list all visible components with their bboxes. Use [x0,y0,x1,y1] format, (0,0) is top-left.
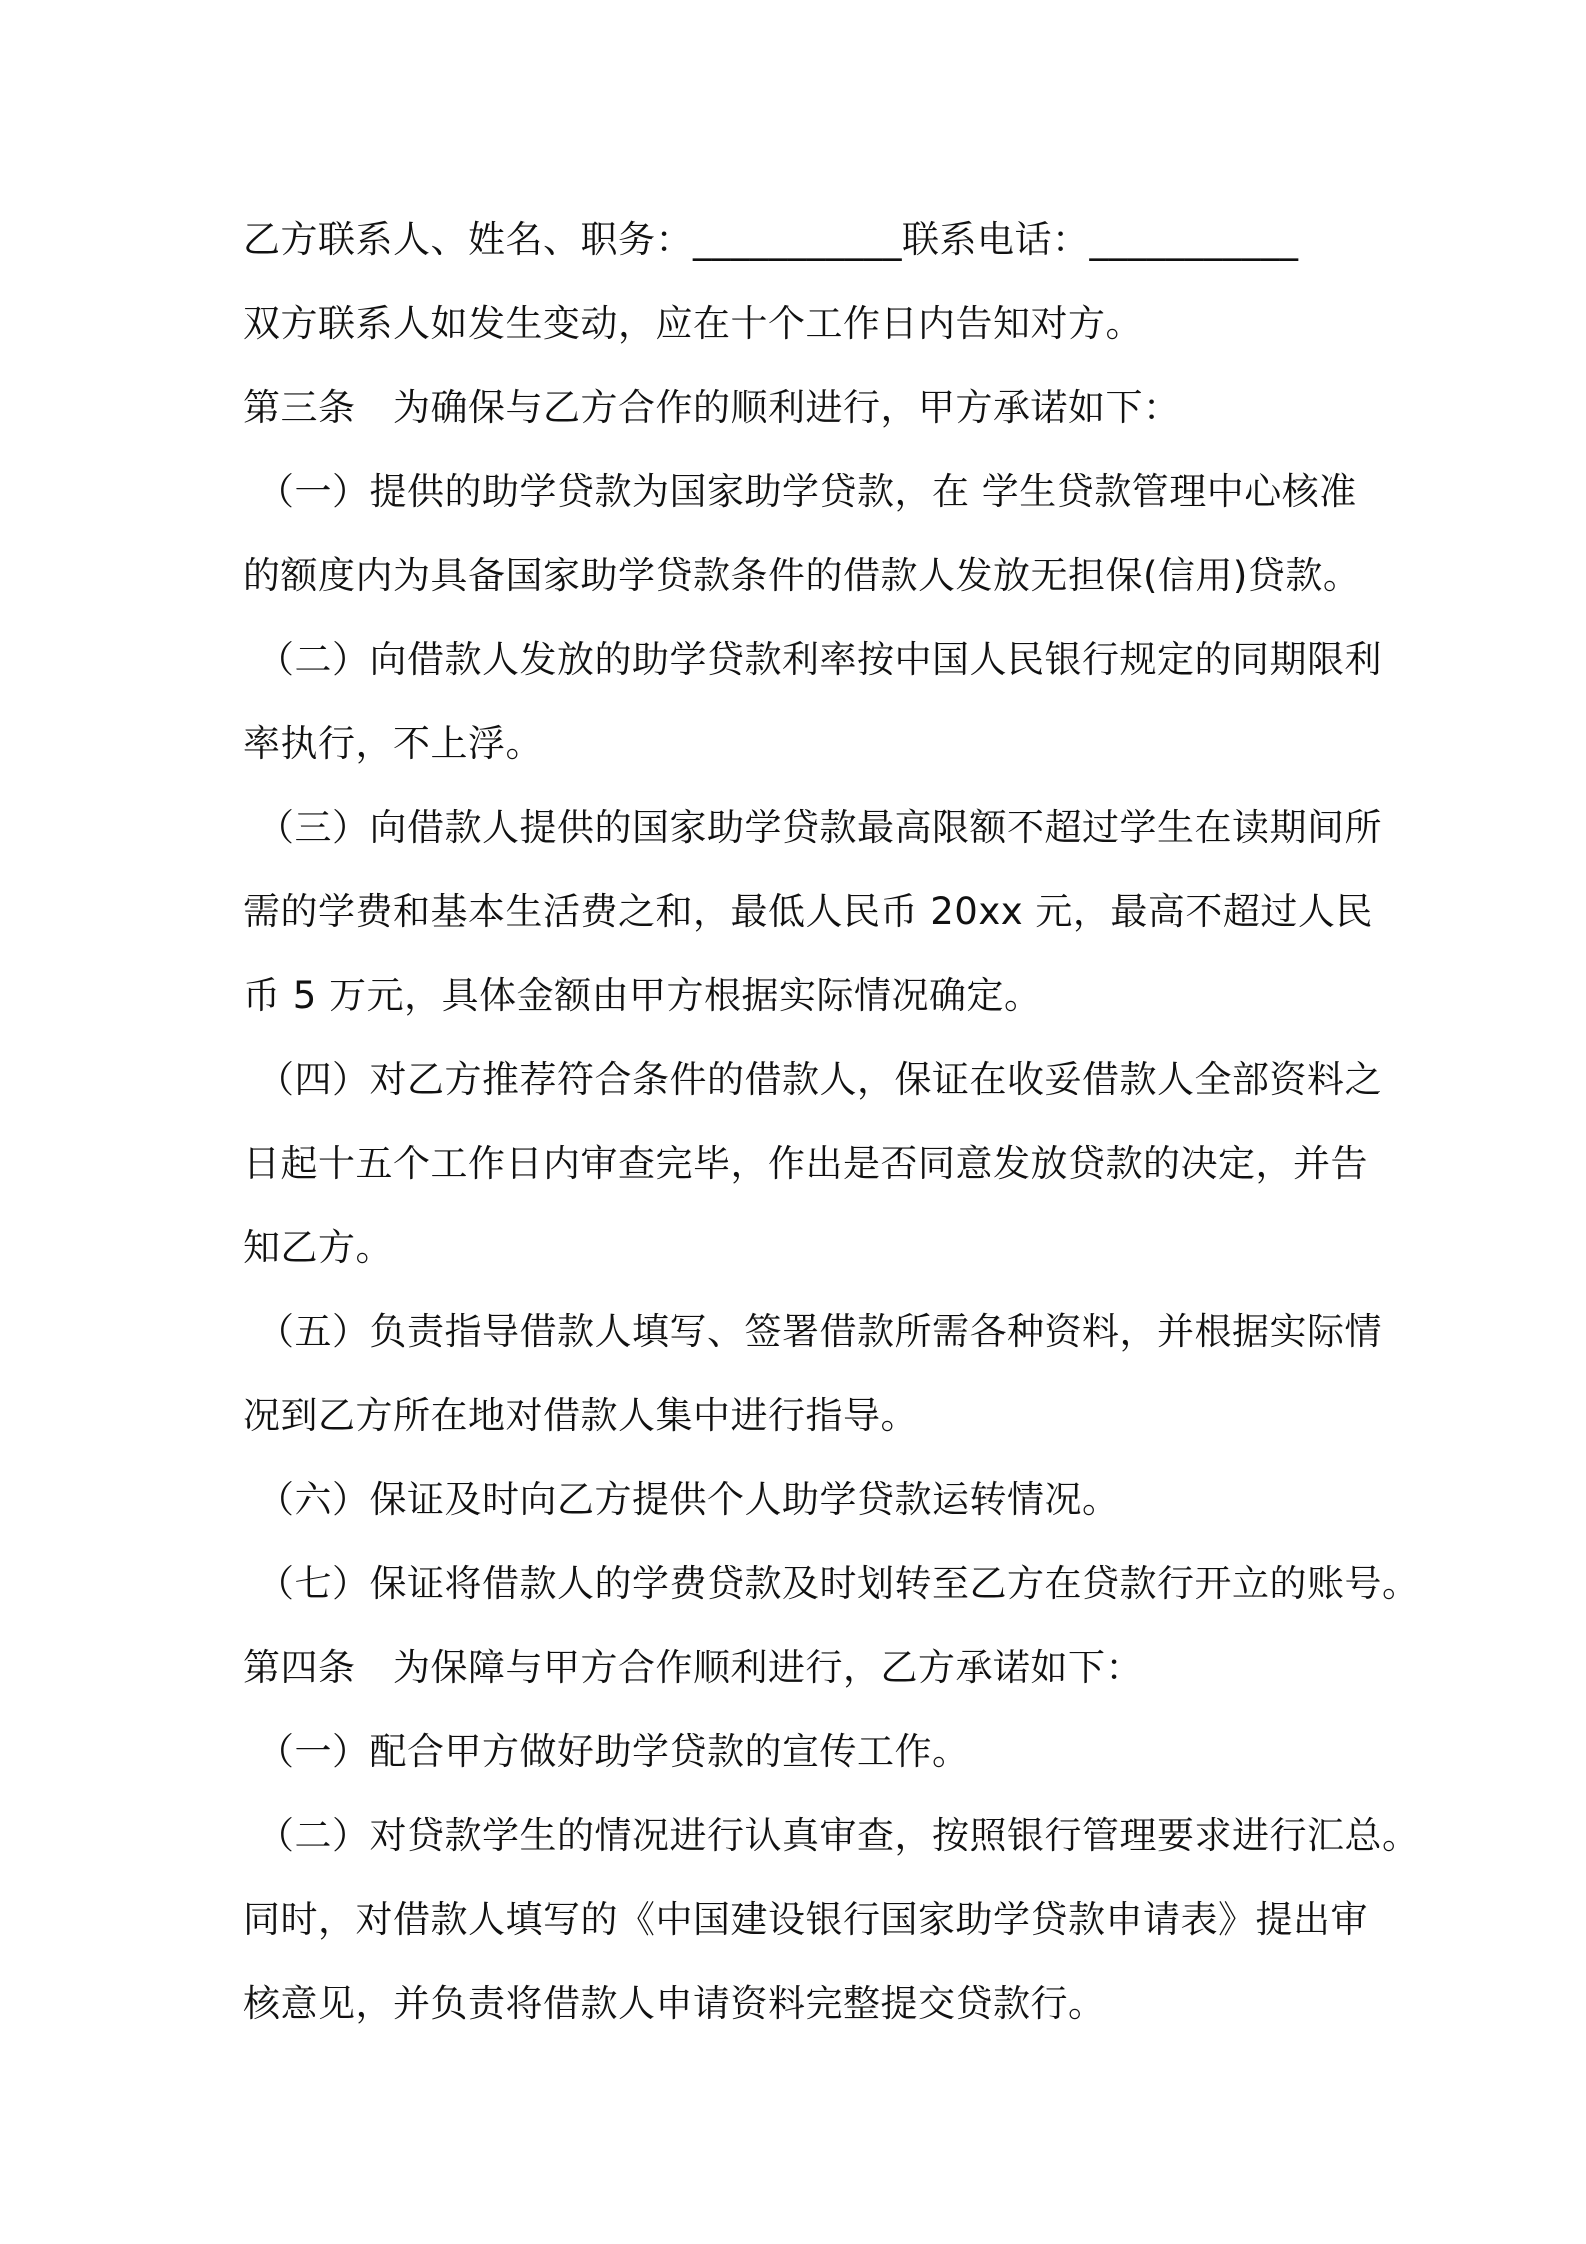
text-line: 的额度内为具备国家助学贷款条件的借款人发放无担保(信用)贷款。 [243,554,1361,597]
document-body [243,198,1420,2046]
text-line: 况到乙方所在地对借款人集中进行指导。 [243,1394,918,1437]
text-line: （二）对贷款学生的情况进行认真审查，按照银行管理要求进行汇总。 [257,1814,1420,1857]
text-line: 日起十五个工作日内审查完毕，作出是否同意发放贷款的决定，并告 [243,1142,1368,1185]
text-line: （三）向借款人提供的国家助学贷款最高限额不超过学生在读期间所 [257,806,1382,849]
text-line: （一）配合甲方做好助学贷款的宣传工作。 [257,1730,970,1773]
text-line: 乙方联系人、姓名、职务：___________联系电话：___________ [243,218,1299,261]
text-line: （六）保证及时向乙方提供个人助学贷款运转情况。 [257,1478,1120,1521]
text-line: （一）提供的助学贷款为国家助学贷款，在 学生贷款管理中心核准 [257,470,1357,513]
article-heading: 第三条 为确保与乙方合作的顺利进行，甲方承诺如下： [243,386,1181,429]
text-line: （四）对乙方推荐符合条件的借款人，保证在收妥借款人全部资料之 [257,1058,1382,1101]
text-line: 同时，对借款人填写的《中国建设银行国家助学贷款申请表》提出审 [243,1898,1368,1941]
text-line: （二）向借款人发放的助学贷款利率按中国人民银行规定的同期限利 [257,638,1382,681]
text-line: （五）负责指导借款人填写、签署借款所需各种资料，并根据实际情 [257,1310,1382,1353]
text-line: 双方联系人如发生变动，应在十个工作日内告知对方。 [243,302,1143,345]
article-heading: 第四条 为保障与甲方合作顺利进行，乙方承诺如下： [243,1646,1143,1689]
text-line: 币 5 万元，具体金额由甲方根据实际情况确定。 [243,974,1042,1017]
text-line: 知乙方。 [243,1226,393,1269]
text-line: （七）保证将借款人的学费贷款及时划转至乙方在贷款行开立的账号。 [257,1562,1420,1605]
text-line: 率执行，不上浮。 [243,722,543,765]
text-line: 核意见，并负责将借款人申请资料完整提交贷款行。 [243,1982,1106,2025]
text-line: 需的学费和基本生活费之和，最低人民币 20xx 元，最高不超过人民 [243,890,1373,933]
